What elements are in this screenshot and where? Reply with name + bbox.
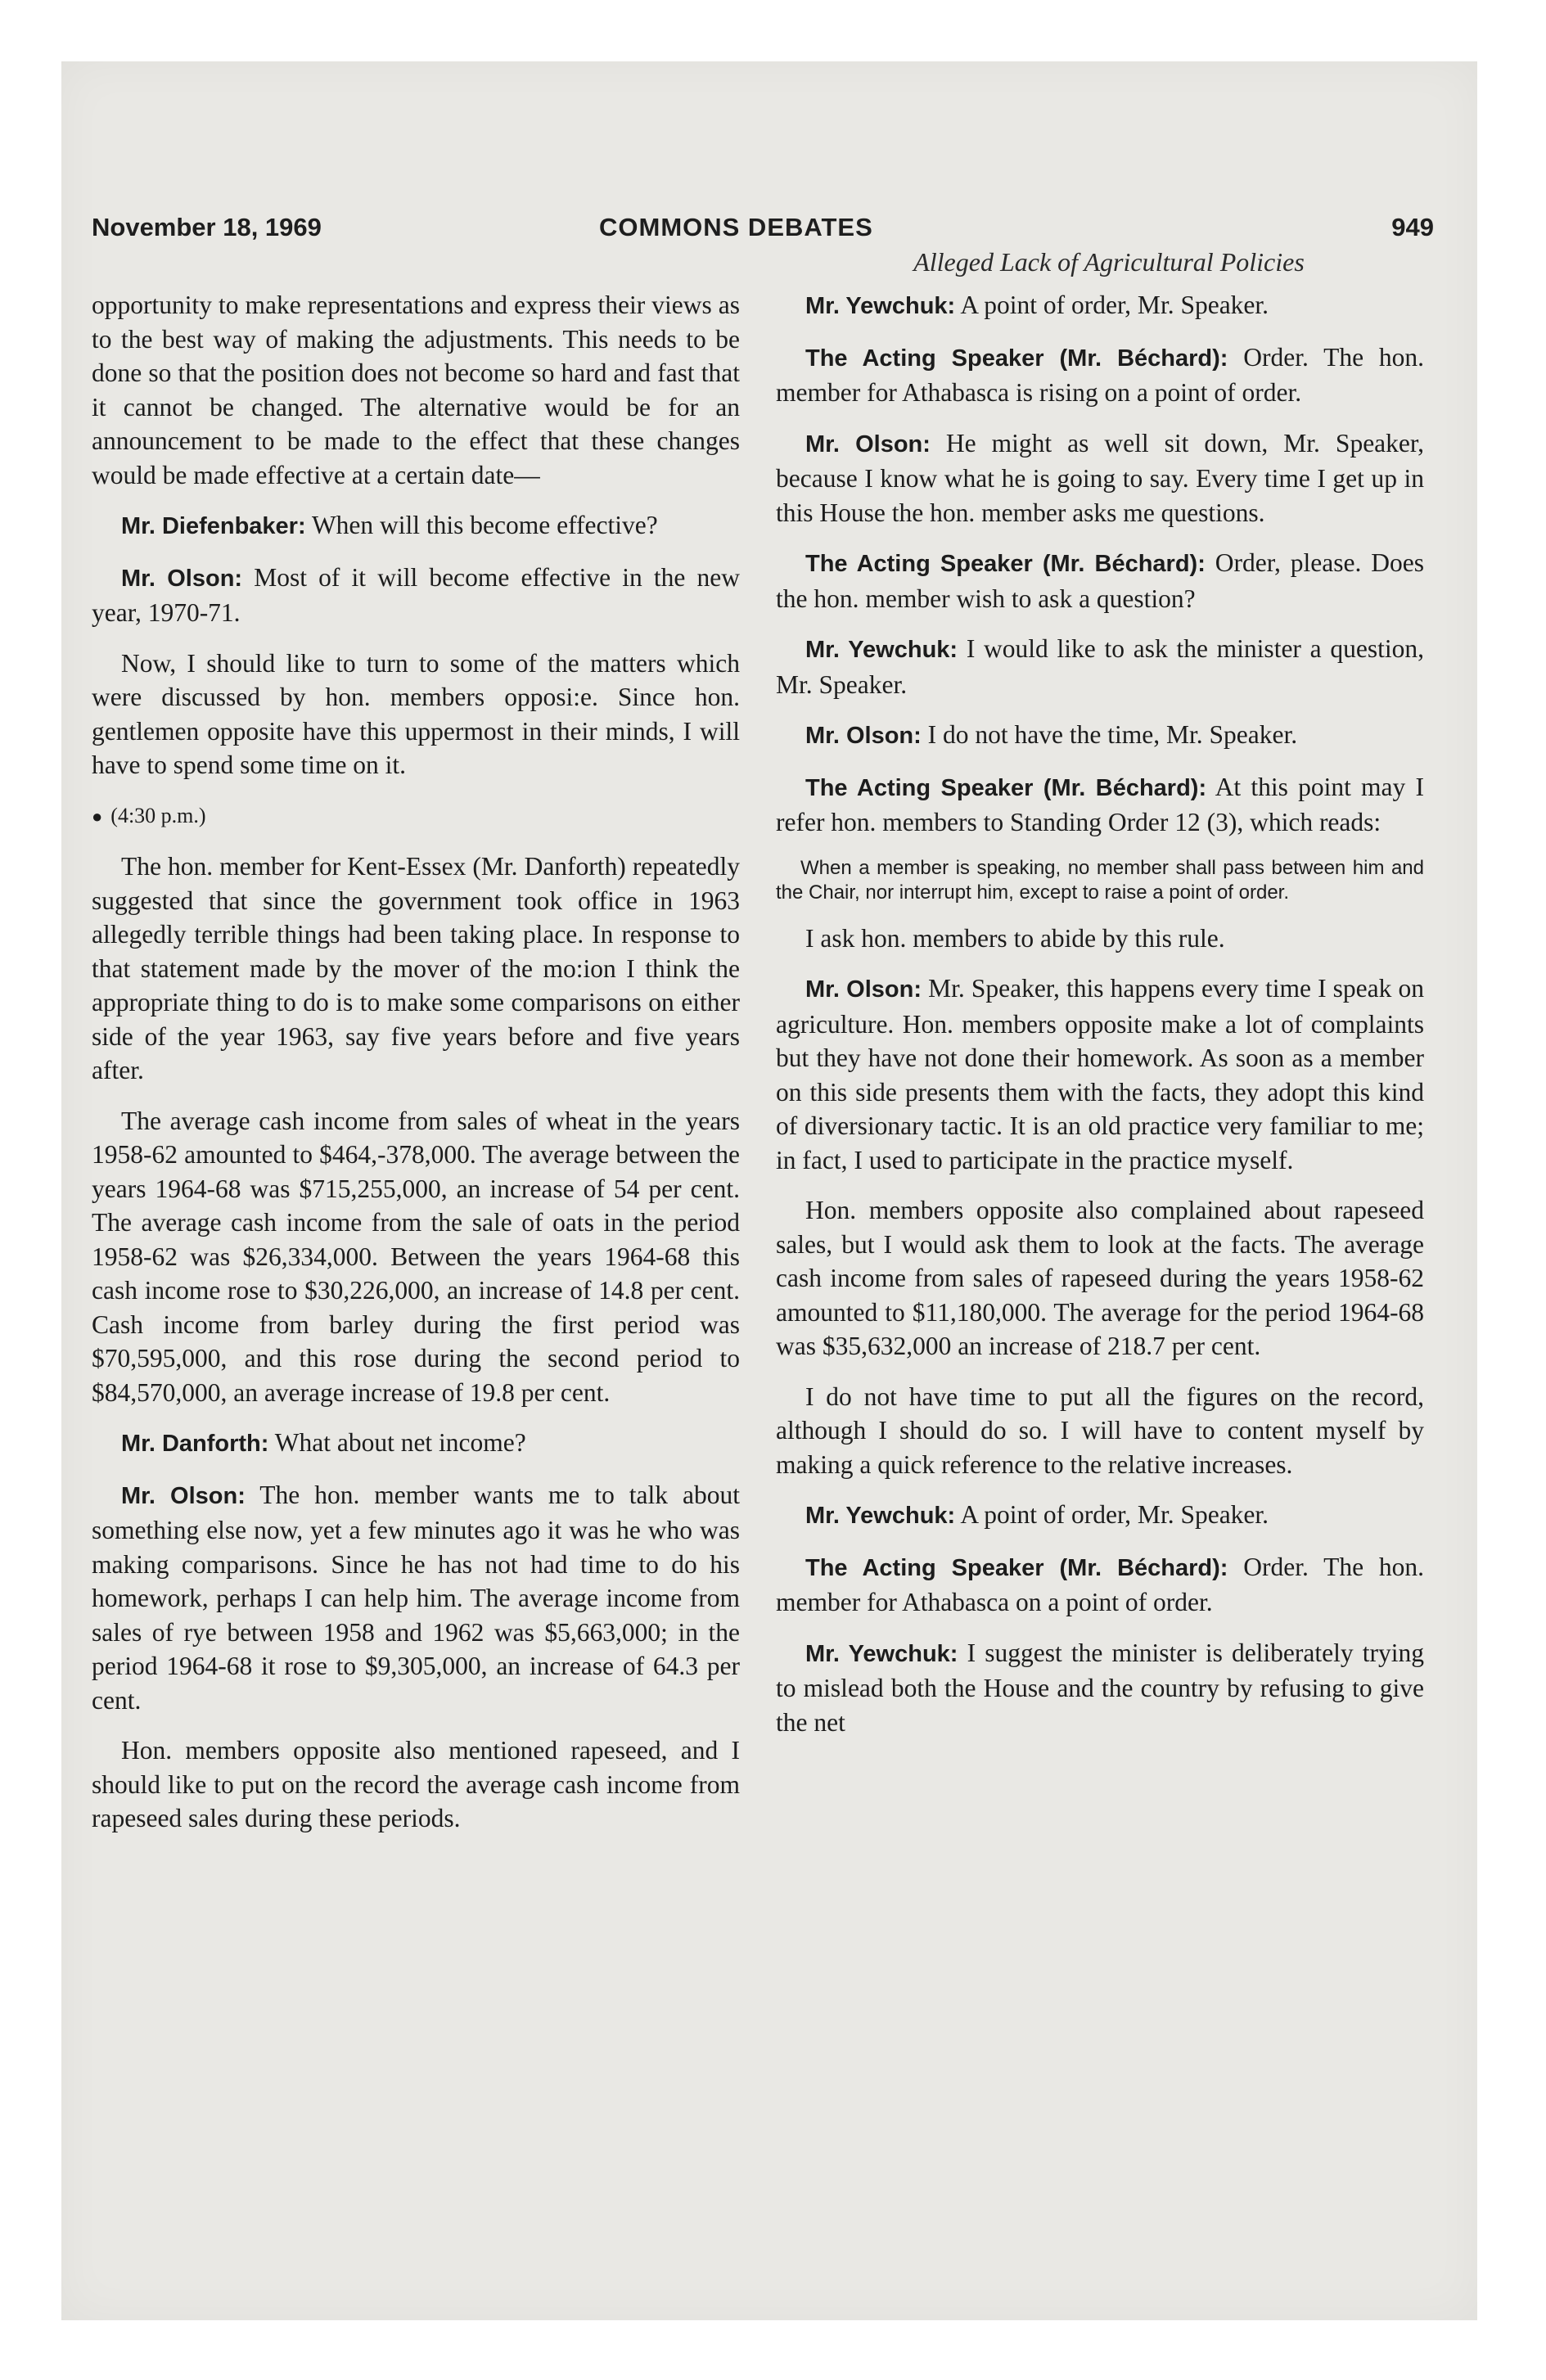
speech-text: A point of order, Mr. Speaker. [955,1500,1269,1529]
paragraph: Hon. members opposite also complained about rapeseed sales, but I would ask them to look at the facts. The average cash income from sales of rapeseed during the years 1958-62 amounted to $11,180,000. The average for the period 1964-68 was $35,632,000 an increase of 218.7 per cent. [776,1196,1424,1360]
paragraph: I do not have time to put all the figures on the record, although I should do so. I will have to content myself by making a quick reference to the relative increases. [776,1382,1424,1479]
speech-text: Order. The hon. member for Athabasca on a point of order. [776,1552,1424,1616]
standing-order-quote: When a member is speaking, no member shall pass between him and the Chair, nor interrupt him, except to raise a point of order. [776,856,1424,904]
speech-text: Most of it will become effective in the new year, 1970-71. [92,562,740,627]
speech-text: I do not have the time, Mr. Speaker. [921,720,1298,749]
speaker-name: Mr. Diefenbaker: [121,513,306,539]
paragraph: The average cash income from sales of wheat in the years 1958-62 amounted to $464,-378,000. The average between the years 1964-68 was $715,255,000, an increase of 54 per cent. The average cash income from the sale of oats in the period 1958-62 was $26,334,000. Between the years 1964-68 this cash income rose to $30,226,000, an increase of 14.8 per cent. Cash income from barley during the first period was $70,595,000, and this rose during the second period to $84,570,000, an average increase of 19.8 per cent. [92,1106,740,1407]
speech-paragraph [776,546,1424,615]
speech-text: Order, please. Does the hon. member wish to ask a question? [776,548,1424,613]
paragraph: I ask hon. members to abide by this rule. [805,923,1225,953]
speech-paragraph [776,1498,1424,1534]
speech-text: Order. The hon. member for Athabasca is rising on a point of order. [776,342,1424,407]
speech-text: What about net income? [268,1428,526,1457]
speech-paragraph [776,426,1424,530]
speech-paragraph [776,770,1424,840]
speaker-name: Mr. Olson: [805,723,922,749]
page-header [92,213,1434,250]
speech-paragraph [92,508,740,544]
speaker-name: Mr. Danforth: [121,1431,269,1457]
speech-text: He might as well sit down, Mr. Speaker, because I know what he is going to say. Every time I get up in this House the hon. member asks me questions. [776,428,1424,527]
speech-paragraph [92,1478,740,1718]
speech-paragraph [776,340,1424,410]
header-title: COMMONS DEBATES [599,213,873,241]
speech-paragraph [776,718,1424,754]
speech-text: A point of order, Mr. Speaker. [955,291,1269,319]
speech-text: I suggest the minister is deliberately trying to mislead both the House and the country by refusing to give the net [776,1638,1424,1737]
speech-paragraph [776,1636,1424,1740]
speech-text: Mr. Speaker, this happens every time I speak on agriculture. Hon. members opposite make a lot of complaints but they have not done their homework. As soon as a member on this side presents them with the facts, they adopt this kind of diversionary tactic. It is an old practice very familiar to me; in fact, I used to participate in the practice myself. [776,974,1424,1174]
paragraph: Hon. members opposite also mentioned rapeseed, and I should like to put on the record the average cash income from rapeseed sales during these periods. [92,1736,740,1832]
speech-text: When will this become effective? [305,511,658,539]
right-column [776,288,1424,2146]
timestamp [92,799,740,834]
speaker-name: Mr. Olson: [121,1482,246,1509]
header-date: November 18, 1969 [92,213,322,241]
page-number: 949 [1391,213,1434,241]
speaker-name: The Acting Speaker (Mr. Béchard): [805,774,1207,801]
speech-paragraph [776,632,1424,701]
speech-paragraph [92,561,740,630]
speaker-name: Mr. Yewchuk: [805,1503,956,1529]
paragraph: opportunity to make representations and express their views as to the best way of making the adjustments. This needs to be done so that the position does not become so hard and fast that it cannot be changed. The alternative would be for an announcement to be made to the effect that these changes would be made effective at a certain date— [92,291,740,489]
speech-text: The hon. member wants me to talk about something else now, yet a few minutes ago it was he who was making comparisons. Since he has not had time to do his homework, perhaps I can help him. The average income from sales of rye between 1958 and 1962 was $5,663,000; in the period 1964-68 it rose to $9,305,000, an increase of 64.3 per cent. [92,1480,740,1715]
paragraph: Now, I should like to turn to some of the matters which were discussed by hon. members opposi:e. Since hon. gentlemen opposite have this uppermost in their minds, I will have to spend some time on it. [92,648,740,779]
speaker-name: The Acting Speaker (Mr. Béchard): [805,345,1228,372]
speech-paragraph [776,971,1424,1177]
speaker-name: The Acting Speaker (Mr. Béchard): [805,1554,1228,1581]
bullet-icon: ● [92,805,103,827]
speech-paragraph [92,1426,740,1462]
speaker-name: Mr. Yewchuk: [805,293,956,319]
left-column [92,288,740,2146]
speaker-name: Mr. Olson: [805,430,931,458]
speaker-name: Mr. Yewchuk: [805,1640,958,1667]
speech-text: At this point may I refer hon. members to Standing Order 12 (3), which reads: [776,772,1424,836]
paragraph: The hon. member for Kent-Essex (Mr. Danforth) repeatedly suggested that since the government took office in 1963 allegedly terrible things had been taking place. In response to that statement made by the mover of the mo:ion I think the appropriate thing to do is to make some comparisons on either side of the year 1963, say five years before and five years after. [92,852,740,1084]
speech-paragraph [776,288,1424,324]
speaker-name: The Acting Speaker (Mr. Béchard): [805,551,1206,577]
speaker-name: Mr. Yewchuk: [805,637,958,663]
speaker-name: Mr. Olson: [121,565,243,592]
speech-text: I would like to ask the minister a question, Mr. Speaker. [776,634,1424,699]
timestamp-text: (4:30 p.m.) [110,803,206,827]
speaker-name: Mr. Olson: [805,976,922,1003]
subject-heading: Alleged Lack of Agricultural Policies [913,247,1305,277]
speech-paragraph [776,1550,1424,1620]
